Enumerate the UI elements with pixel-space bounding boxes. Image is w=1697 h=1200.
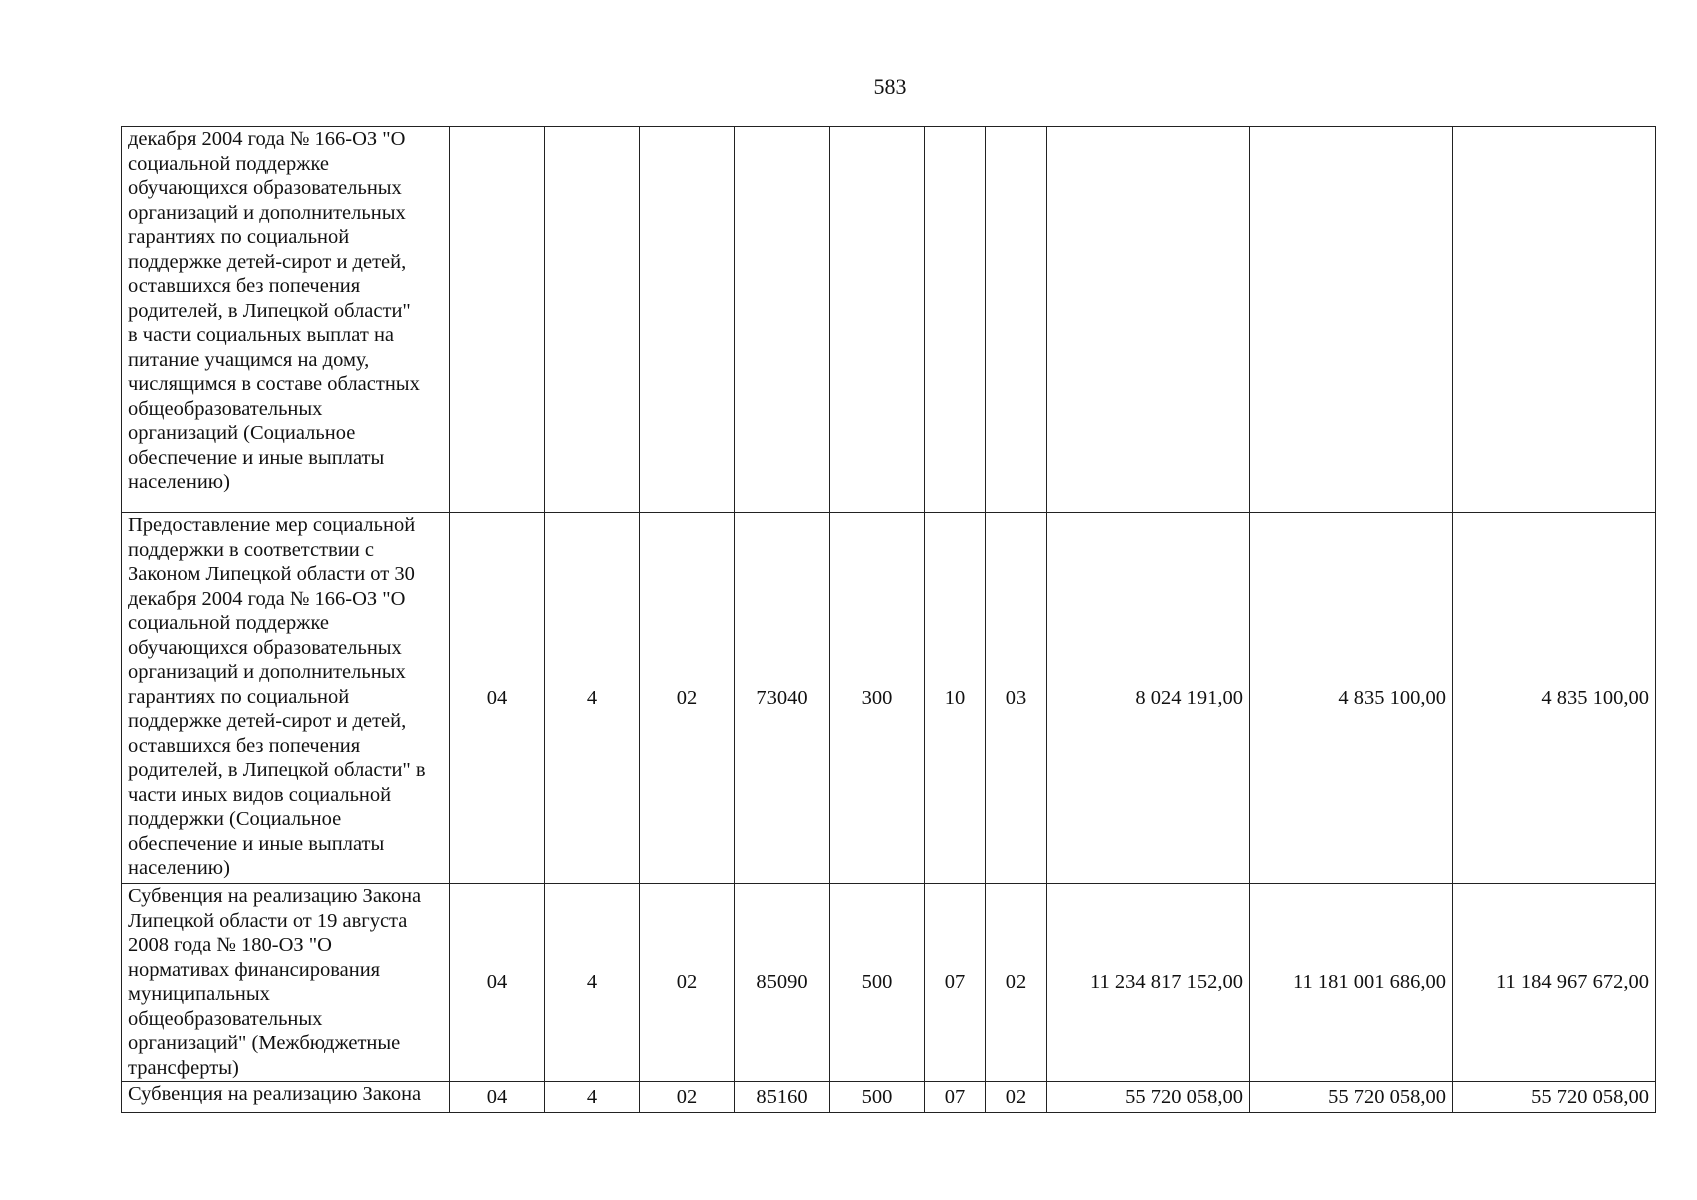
code-cell xyxy=(545,127,640,513)
table-row xyxy=(122,1082,1656,1113)
table-row xyxy=(122,884,1656,1082)
code-cell: 02 xyxy=(640,513,735,884)
code-cell: 04 xyxy=(450,884,545,1082)
code-cell xyxy=(830,127,925,513)
row-description: Предоставление мер социальной поддержки в соответствии с Законом Липецкой области от 30 декабря 2004 года № 166-ОЗ "О социальной поддержке обучающихся образовательных организаций и дополнительных гарантиях по социальной поддержке детей-сирот и детей, оставшихся без попечения родителей, в Липецкой области" в части иных видов социальной поддержки (Социальное обеспечение и иные выплаты населению) xyxy=(122,513,450,884)
amount-cell: 55 720 058,00 xyxy=(1250,1082,1453,1113)
code-cell: 85090 xyxy=(735,884,830,1082)
code-cell: 03 xyxy=(986,513,1047,884)
amount-cell xyxy=(1047,127,1250,513)
table-row xyxy=(122,513,1656,884)
code-cell: 500 xyxy=(830,1082,925,1113)
table-row xyxy=(122,127,1656,513)
code-cell: 02 xyxy=(640,884,735,1082)
row-description: Субвенция на реализацию Закона Липецкой области от 19 августа 2008 года № 180-ОЗ "О нормативах финансирования муниципальных общеобразовательных организаций" (Межбюджетные трансферты) xyxy=(122,884,450,1082)
code-cell xyxy=(640,127,735,513)
code-cell: 07 xyxy=(925,884,986,1082)
amount-cell: 11 184 967 672,00 xyxy=(1453,884,1656,1082)
code-cell: 02 xyxy=(986,1082,1047,1113)
code-cell: 02 xyxy=(986,884,1047,1082)
row-description: Субвенция на реализацию Закона xyxy=(122,1082,450,1113)
amount-cell: 8 024 191,00 xyxy=(1047,513,1250,884)
amount-cell: 4 835 100,00 xyxy=(1453,513,1656,884)
amount-cell: 4 835 100,00 xyxy=(1250,513,1453,884)
amount-cell: 11 234 817 152,00 xyxy=(1047,884,1250,1082)
amount-cell: 55 720 058,00 xyxy=(1453,1082,1656,1113)
amount-cell: 55 720 058,00 xyxy=(1047,1082,1250,1113)
code-cell: 04 xyxy=(450,513,545,884)
code-cell xyxy=(450,127,545,513)
code-cell xyxy=(925,127,986,513)
amount-cell xyxy=(1250,127,1453,513)
code-cell: 10 xyxy=(925,513,986,884)
amount-cell xyxy=(1453,127,1656,513)
code-cell: 4 xyxy=(545,884,640,1082)
code-cell xyxy=(986,127,1047,513)
code-cell: 02 xyxy=(640,1082,735,1113)
code-cell xyxy=(735,127,830,513)
code-cell: 4 xyxy=(545,1082,640,1113)
code-cell: 300 xyxy=(830,513,925,884)
code-cell: 07 xyxy=(925,1082,986,1113)
amount-cell: 11 181 001 686,00 xyxy=(1250,884,1453,1082)
code-cell: 85160 xyxy=(735,1082,830,1113)
budget-table xyxy=(121,126,1656,1113)
code-cell: 04 xyxy=(450,1082,545,1113)
code-cell: 73040 xyxy=(735,513,830,884)
page-number: 583 xyxy=(873,74,907,99)
code-cell: 500 xyxy=(830,884,925,1082)
code-cell: 4 xyxy=(545,513,640,884)
row-description: декабря 2004 года № 166-ОЗ "О социальной поддержке обучающихся образовательных организаций и дополнительных гарантиях по социальной поддержке детей-сирот и детей, оставшихся без попечения родителей, в Липецкой области" в части социальных выплат на питание учащимся на дому, числящимся в составе областных общеобразовательных организаций (Социальное обеспечение и иные выплаты населению) xyxy=(122,127,450,513)
